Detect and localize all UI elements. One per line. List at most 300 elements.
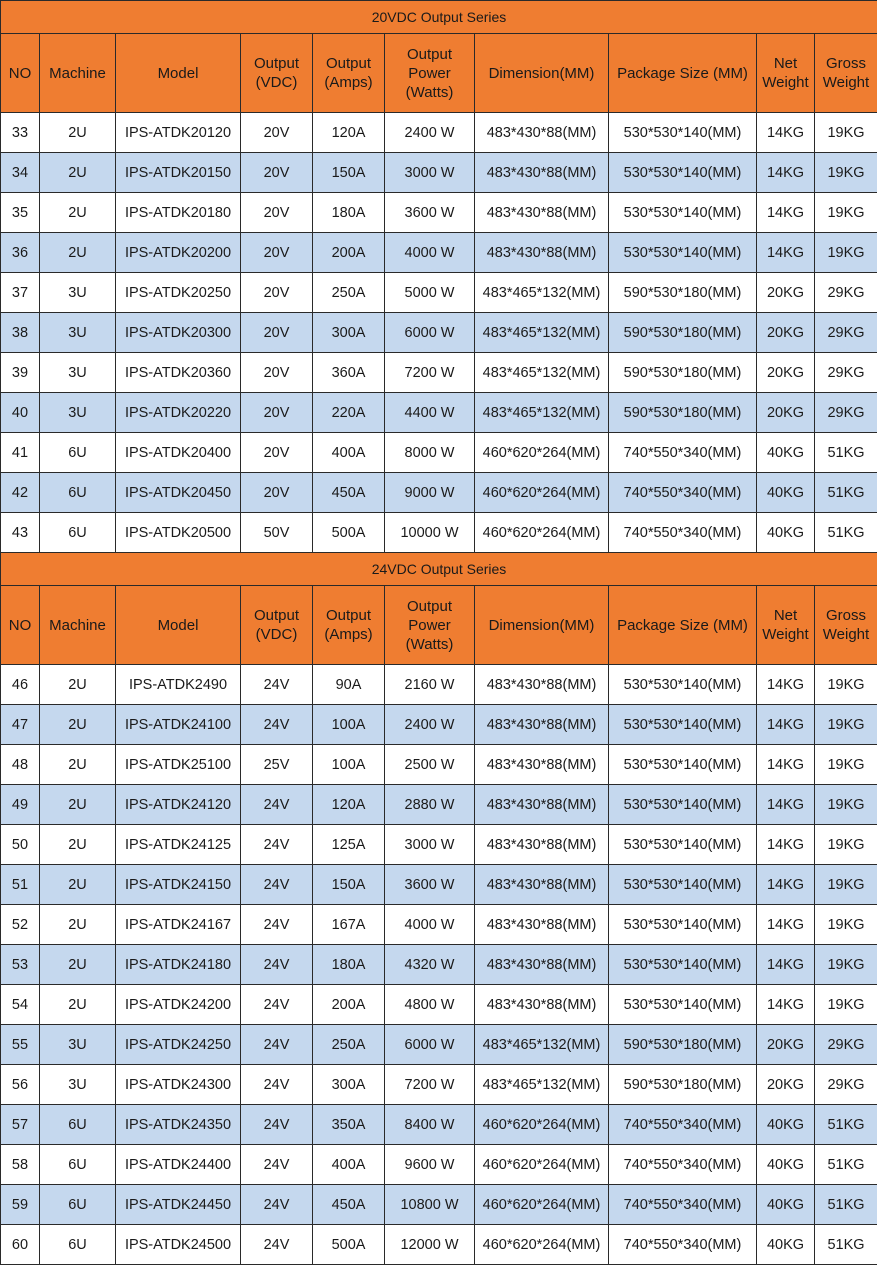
- cell-dimension: 460*620*264(MM): [475, 1185, 609, 1225]
- cell-output-power: 12000 W: [385, 1225, 475, 1265]
- section-title: 20VDC Output Series: [1, 1, 877, 34]
- cell-output-vdc: 24V: [241, 1145, 313, 1185]
- cell-net-weight: 40KG: [757, 1145, 815, 1185]
- cell-model: IPS-ATDK24125: [116, 825, 241, 865]
- header-machine: Machine: [40, 34, 116, 113]
- cell-output-amps: 100A: [313, 705, 385, 745]
- cell-dimension: 483*430*88(MM): [475, 905, 609, 945]
- table-row: [1, 1185, 877, 1225]
- header-net-weight-line: Weight: [762, 74, 809, 91]
- table-row: [1, 513, 877, 553]
- cell-dimension: 483*430*88(MM): [475, 945, 609, 985]
- cell-gross-weight: 51KG: [815, 1185, 877, 1225]
- cell-output-amps: 180A: [313, 945, 385, 985]
- cell-machine: 3U: [40, 353, 116, 393]
- header-no: NO: [1, 34, 40, 113]
- table-row: [1, 865, 877, 905]
- cell-gross-weight: 19KG: [815, 785, 877, 825]
- cell-gross-weight: 51KG: [815, 433, 877, 473]
- cell-net-weight: 40KG: [757, 1105, 815, 1145]
- cell-output-vdc: 20V: [241, 233, 313, 273]
- cell-package-size: 530*530*140(MM): [609, 745, 757, 785]
- cell-package-size: 590*530*180(MM): [609, 273, 757, 313]
- header-output-amps-line: (Amps): [324, 626, 373, 643]
- cell-output-amps: 120A: [313, 785, 385, 825]
- cell-package-size: 740*550*340(MM): [609, 513, 757, 553]
- cell-gross-weight: 29KG: [815, 393, 877, 433]
- header-dimension: Dimension(MM): [475, 586, 609, 665]
- cell-net-weight: 20KG: [757, 1065, 815, 1105]
- cell-machine: 3U: [40, 1025, 116, 1065]
- cell-machine: 2U: [40, 905, 116, 945]
- cell-output-vdc: 24V: [241, 865, 313, 905]
- cell-package-size: 530*530*140(MM): [609, 945, 757, 985]
- cell-machine: 2U: [40, 745, 116, 785]
- cell-net-weight: 14KG: [757, 985, 815, 1025]
- cell-output-amps: 360A: [313, 353, 385, 393]
- cell-package-size: 530*530*140(MM): [609, 233, 757, 273]
- cell-output-power: 7200 W: [385, 353, 475, 393]
- cell-gross-weight: 51KG: [815, 513, 877, 553]
- header-net-weight: [757, 34, 815, 113]
- cell-no: 58: [1, 1145, 40, 1185]
- cell-output-vdc: 24V: [241, 945, 313, 985]
- cell-model: IPS-ATDK20180: [116, 193, 241, 233]
- cell-model: IPS-ATDK25100: [116, 745, 241, 785]
- header-gross-weight-line: Gross: [825, 607, 866, 624]
- cell-output-vdc: 20V: [241, 473, 313, 513]
- cell-net-weight: 14KG: [757, 905, 815, 945]
- header-output-power-line: Power: [408, 616, 451, 634]
- cell-output-power: 6000 W: [385, 313, 475, 353]
- header-gross-weight-line: Gross: [825, 55, 866, 72]
- cell-package-size: 590*530*180(MM): [609, 1065, 757, 1105]
- header-output-amps: [313, 586, 385, 665]
- cell-output-power: 2880 W: [385, 785, 475, 825]
- cell-model: IPS-ATDK24180: [116, 945, 241, 985]
- table-row: [1, 985, 877, 1025]
- cell-net-weight: 20KG: [757, 273, 815, 313]
- cell-no: 33: [1, 113, 40, 153]
- cell-no: 48: [1, 745, 40, 785]
- cell-output-amps: 150A: [313, 865, 385, 905]
- cell-output-vdc: 24V: [241, 665, 313, 705]
- cell-model: IPS-ATDK24400: [116, 1145, 241, 1185]
- cell-output-power: 3600 W: [385, 865, 475, 905]
- cell-model: IPS-ATDK24200: [116, 985, 241, 1025]
- cell-output-amps: 350A: [313, 1105, 385, 1145]
- cell-output-amps: 400A: [313, 433, 385, 473]
- cell-model: IPS-ATDK20150: [116, 153, 241, 193]
- cell-no: 51: [1, 865, 40, 905]
- cell-dimension: 460*620*264(MM): [475, 1225, 609, 1265]
- cell-dimension: 483*430*88(MM): [475, 785, 609, 825]
- section-title: 24VDC Output Series: [1, 553, 877, 586]
- table-row: [1, 433, 877, 473]
- cell-net-weight: 40KG: [757, 473, 815, 513]
- cell-output-power: 7200 W: [385, 1065, 475, 1105]
- cell-net-weight: 14KG: [757, 153, 815, 193]
- header-output-power-line: Power: [408, 64, 451, 82]
- table-row: [1, 1065, 877, 1105]
- cell-no: 49: [1, 785, 40, 825]
- cell-machine: 2U: [40, 113, 116, 153]
- cell-output-vdc: 20V: [241, 273, 313, 313]
- cell-output-amps: 250A: [313, 1025, 385, 1065]
- header-gross-weight-line: Weight: [822, 74, 870, 91]
- cell-machine: 2U: [40, 985, 116, 1025]
- cell-gross-weight: 19KG: [815, 665, 877, 705]
- cell-package-size: 530*530*140(MM): [609, 985, 757, 1025]
- header-output-amps: [313, 34, 385, 113]
- cell-gross-weight: 51KG: [815, 1105, 877, 1145]
- cell-output-amps: 180A: [313, 193, 385, 233]
- cell-model: IPS-ATDK20450: [116, 473, 241, 513]
- cell-dimension: 460*620*264(MM): [475, 473, 609, 513]
- cell-output-amps: 300A: [313, 1065, 385, 1105]
- cell-dimension: 483*430*88(MM): [475, 705, 609, 745]
- cell-machine: 2U: [40, 825, 116, 865]
- cell-no: 43: [1, 513, 40, 553]
- cell-output-amps: 300A: [313, 313, 385, 353]
- cell-gross-weight: 19KG: [815, 113, 877, 153]
- header-model: Model: [116, 34, 241, 113]
- cell-gross-weight: 19KG: [815, 193, 877, 233]
- table-row: [1, 1145, 877, 1185]
- cell-output-vdc: 20V: [241, 433, 313, 473]
- cell-model: IPS-ATDK24150: [116, 865, 241, 905]
- cell-output-power: 3000 W: [385, 825, 475, 865]
- header-output-power-line: (Watts): [405, 83, 454, 101]
- table-row: [1, 905, 877, 945]
- cell-gross-weight: 19KG: [815, 985, 877, 1025]
- cell-net-weight: 40KG: [757, 513, 815, 553]
- header-output-vdc-line: Output: [253, 55, 300, 72]
- cell-net-weight: 14KG: [757, 193, 815, 233]
- cell-dimension: 483*465*132(MM): [475, 273, 609, 313]
- cell-package-size: 530*530*140(MM): [609, 865, 757, 905]
- cell-output-vdc: 20V: [241, 313, 313, 353]
- cell-machine: 6U: [40, 1145, 116, 1185]
- cell-dimension: 460*620*264(MM): [475, 433, 609, 473]
- cell-output-vdc: 24V: [241, 1225, 313, 1265]
- cell-package-size: 740*550*340(MM): [609, 1185, 757, 1225]
- cell-machine: 3U: [40, 393, 116, 433]
- cell-gross-weight: 29KG: [815, 313, 877, 353]
- cell-output-power: 4000 W: [385, 905, 475, 945]
- cell-no: 56: [1, 1065, 40, 1105]
- cell-output-vdc: 24V: [241, 985, 313, 1025]
- cell-no: 54: [1, 985, 40, 1025]
- header-gross-weight: [815, 586, 877, 665]
- header-output-power-line: Output: [406, 45, 453, 63]
- cell-output-amps: 150A: [313, 153, 385, 193]
- cell-dimension: 483*430*88(MM): [475, 745, 609, 785]
- cell-gross-weight: 29KG: [815, 1025, 877, 1065]
- cell-gross-weight: 19KG: [815, 865, 877, 905]
- cell-output-amps: 450A: [313, 1185, 385, 1225]
- table-row: [1, 945, 877, 985]
- cell-gross-weight: 29KG: [815, 353, 877, 393]
- cell-machine: 2U: [40, 865, 116, 905]
- cell-output-amps: 200A: [313, 233, 385, 273]
- cell-no: 55: [1, 1025, 40, 1065]
- cell-dimension: 483*430*88(MM): [475, 985, 609, 1025]
- table-row: [1, 273, 877, 313]
- cell-machine: 3U: [40, 1065, 116, 1105]
- cell-machine: 3U: [40, 313, 116, 353]
- cell-net-weight: 14KG: [757, 745, 815, 785]
- cell-output-power: 8000 W: [385, 433, 475, 473]
- cell-package-size: 530*530*140(MM): [609, 113, 757, 153]
- cell-package-size: 590*530*180(MM): [609, 393, 757, 433]
- cell-gross-weight: 51KG: [815, 473, 877, 513]
- cell-no: 34: [1, 153, 40, 193]
- cell-package-size: 530*530*140(MM): [609, 825, 757, 865]
- cell-model: IPS-ATDK2490: [116, 665, 241, 705]
- cell-dimension: 483*430*88(MM): [475, 233, 609, 273]
- cell-dimension: 460*620*264(MM): [475, 1145, 609, 1185]
- cell-package-size: 590*530*180(MM): [609, 353, 757, 393]
- cell-net-weight: 20KG: [757, 393, 815, 433]
- cell-dimension: 483*430*88(MM): [475, 825, 609, 865]
- cell-gross-weight: 51KG: [815, 1225, 877, 1265]
- cell-output-power: 2500 W: [385, 745, 475, 785]
- cell-output-power: 3000 W: [385, 153, 475, 193]
- cell-package-size: 530*530*140(MM): [609, 705, 757, 745]
- cell-model: IPS-ATDK20250: [116, 273, 241, 313]
- cell-gross-weight: 19KG: [815, 705, 877, 745]
- cell-dimension: 483*430*88(MM): [475, 153, 609, 193]
- column-header-row: [1, 34, 877, 113]
- header-gross-weight-line: Weight: [822, 626, 870, 643]
- cell-output-vdc: 24V: [241, 825, 313, 865]
- cell-output-power: 6000 W: [385, 1025, 475, 1065]
- cell-machine: 6U: [40, 1185, 116, 1225]
- cell-output-vdc: 24V: [241, 1065, 313, 1105]
- header-output-amps-line: (Amps): [324, 74, 373, 91]
- cell-gross-weight: 29KG: [815, 273, 877, 313]
- cell-model: IPS-ATDK20120: [116, 113, 241, 153]
- table-row: [1, 313, 877, 353]
- cell-output-vdc: 20V: [241, 113, 313, 153]
- cell-output-amps: 220A: [313, 393, 385, 433]
- header-output-vdc: [241, 586, 313, 665]
- cell-output-vdc: 20V: [241, 353, 313, 393]
- cell-output-amps: 90A: [313, 665, 385, 705]
- table-row: [1, 705, 877, 745]
- cell-no: 57: [1, 1105, 40, 1145]
- cell-net-weight: 14KG: [757, 705, 815, 745]
- header-model: Model: [116, 586, 241, 665]
- cell-gross-weight: 19KG: [815, 905, 877, 945]
- cell-output-amps: 100A: [313, 745, 385, 785]
- header-package-size: Package Size (MM): [609, 586, 757, 665]
- cell-machine: 2U: [40, 705, 116, 745]
- header-output-vdc-line: (VDC): [255, 626, 298, 643]
- header-no: NO: [1, 586, 40, 665]
- cell-dimension: 460*620*264(MM): [475, 1105, 609, 1145]
- cell-machine: 6U: [40, 473, 116, 513]
- header-output-power-line: Output: [406, 597, 453, 615]
- cell-no: 50: [1, 825, 40, 865]
- cell-output-amps: 120A: [313, 113, 385, 153]
- cell-output-amps: 200A: [313, 985, 385, 1025]
- cell-no: 60: [1, 1225, 40, 1265]
- cell-package-size: 740*550*340(MM): [609, 1145, 757, 1185]
- cell-no: 41: [1, 433, 40, 473]
- cell-no: 40: [1, 393, 40, 433]
- header-net-weight-line: Net: [773, 55, 798, 72]
- cell-no: 38: [1, 313, 40, 353]
- cell-dimension: 483*430*88(MM): [475, 113, 609, 153]
- header-output-power-line: (Watts): [405, 635, 454, 653]
- cell-gross-weight: 19KG: [815, 745, 877, 785]
- cell-output-vdc: 50V: [241, 513, 313, 553]
- cell-no: 59: [1, 1185, 40, 1225]
- table-row: [1, 745, 877, 785]
- cell-output-vdc: 24V: [241, 705, 313, 745]
- cell-dimension: 460*620*264(MM): [475, 513, 609, 553]
- cell-machine: 6U: [40, 433, 116, 473]
- cell-no: 36: [1, 233, 40, 273]
- cell-machine: 2U: [40, 945, 116, 985]
- header-machine: Machine: [40, 586, 116, 665]
- cell-package-size: 530*530*140(MM): [609, 193, 757, 233]
- cell-model: IPS-ATDK24167: [116, 905, 241, 945]
- cell-machine: 6U: [40, 1105, 116, 1145]
- cell-machine: 2U: [40, 665, 116, 705]
- cell-model: IPS-ATDK24100: [116, 705, 241, 745]
- cell-output-amps: 125A: [313, 825, 385, 865]
- cell-package-size: 530*530*140(MM): [609, 785, 757, 825]
- cell-output-power: 8400 W: [385, 1105, 475, 1145]
- table-row: [1, 1105, 877, 1145]
- header-net-weight-line: Weight: [762, 626, 809, 643]
- cell-machine: 6U: [40, 1225, 116, 1265]
- cell-package-size: 740*550*340(MM): [609, 1105, 757, 1145]
- cell-dimension: 483*465*132(MM): [475, 1065, 609, 1105]
- cell-net-weight: 14KG: [757, 113, 815, 153]
- cell-machine: 2U: [40, 193, 116, 233]
- header-output-vdc-line: Output: [253, 607, 300, 624]
- column-header-row: [1, 586, 877, 665]
- cell-output-power: 5000 W: [385, 273, 475, 313]
- cell-no: 46: [1, 665, 40, 705]
- cell-net-weight: 40KG: [757, 1225, 815, 1265]
- cell-output-power: 10800 W: [385, 1185, 475, 1225]
- cell-output-power: 4320 W: [385, 945, 475, 985]
- cell-model: IPS-ATDK24450: [116, 1185, 241, 1225]
- cell-output-vdc: 24V: [241, 1025, 313, 1065]
- cell-gross-weight: 19KG: [815, 233, 877, 273]
- cell-dimension: 483*465*132(MM): [475, 1025, 609, 1065]
- table-row: [1, 353, 877, 393]
- header-output-amps-line: Output: [325, 55, 372, 72]
- cell-net-weight: 14KG: [757, 233, 815, 273]
- cell-package-size: 740*550*340(MM): [609, 433, 757, 473]
- cell-output-power: 3600 W: [385, 193, 475, 233]
- cell-no: 53: [1, 945, 40, 985]
- header-output-amps-line: Output: [325, 607, 372, 624]
- cell-model: IPS-ATDK20200: [116, 233, 241, 273]
- cell-output-amps: 500A: [313, 513, 385, 553]
- table-row: [1, 393, 877, 433]
- cell-no: 39: [1, 353, 40, 393]
- cell-dimension: 483*430*88(MM): [475, 193, 609, 233]
- table-row: [1, 233, 877, 273]
- cell-gross-weight: 19KG: [815, 825, 877, 865]
- cell-no: 47: [1, 705, 40, 745]
- cell-dimension: 483*465*132(MM): [475, 393, 609, 433]
- cell-package-size: 740*550*340(MM): [609, 1225, 757, 1265]
- table-row: [1, 153, 877, 193]
- table-row: [1, 193, 877, 233]
- table-row: [1, 785, 877, 825]
- cell-output-vdc: 20V: [241, 153, 313, 193]
- cell-output-power: 9600 W: [385, 1145, 475, 1185]
- cell-net-weight: 14KG: [757, 665, 815, 705]
- cell-model: IPS-ATDK20220: [116, 393, 241, 433]
- cell-dimension: 483*430*88(MM): [475, 865, 609, 905]
- cell-model: IPS-ATDK20360: [116, 353, 241, 393]
- cell-net-weight: 14KG: [757, 945, 815, 985]
- cell-package-size: 590*530*180(MM): [609, 313, 757, 353]
- header-dimension: Dimension(MM): [475, 34, 609, 113]
- cell-output-power: 2400 W: [385, 113, 475, 153]
- cell-output-power: 10000 W: [385, 513, 475, 553]
- cell-net-weight: 20KG: [757, 313, 815, 353]
- cell-output-amps: 400A: [313, 1145, 385, 1185]
- cell-model: IPS-ATDK24350: [116, 1105, 241, 1145]
- table-row: [1, 113, 877, 153]
- cell-package-size: 530*530*140(MM): [609, 665, 757, 705]
- cell-package-size: 590*530*180(MM): [609, 1025, 757, 1065]
- cell-net-weight: 14KG: [757, 785, 815, 825]
- header-net-weight: [757, 586, 815, 665]
- cell-output-amps: 450A: [313, 473, 385, 513]
- cell-output-power: 4800 W: [385, 985, 475, 1025]
- cell-net-weight: 14KG: [757, 825, 815, 865]
- cell-output-vdc: 24V: [241, 1185, 313, 1225]
- cell-net-weight: 20KG: [757, 353, 815, 393]
- cell-machine: 3U: [40, 273, 116, 313]
- cell-output-power: 4400 W: [385, 393, 475, 433]
- cell-gross-weight: 51KG: [815, 1145, 877, 1185]
- cell-package-size: 530*530*140(MM): [609, 905, 757, 945]
- cell-package-size: 530*530*140(MM): [609, 153, 757, 193]
- cell-output-vdc: 24V: [241, 1105, 313, 1145]
- cell-net-weight: 20KG: [757, 1025, 815, 1065]
- cell-output-amps: 500A: [313, 1225, 385, 1265]
- table-row: [1, 473, 877, 513]
- cell-no: 52: [1, 905, 40, 945]
- cell-model: IPS-ATDK24250: [116, 1025, 241, 1065]
- cell-output-vdc: 20V: [241, 193, 313, 233]
- header-package-size: Package Size (MM): [609, 34, 757, 113]
- cell-net-weight: 40KG: [757, 1185, 815, 1225]
- header-output-power: [385, 34, 475, 113]
- table-row: [1, 825, 877, 865]
- cell-gross-weight: 19KG: [815, 945, 877, 985]
- cell-net-weight: 40KG: [757, 433, 815, 473]
- cell-machine: 2U: [40, 233, 116, 273]
- cell-model: IPS-ATDK24500: [116, 1225, 241, 1265]
- header-gross-weight: [815, 34, 877, 113]
- cell-model: IPS-ATDK20300: [116, 313, 241, 353]
- header-output-vdc: [241, 34, 313, 113]
- header-output-power: [385, 586, 475, 665]
